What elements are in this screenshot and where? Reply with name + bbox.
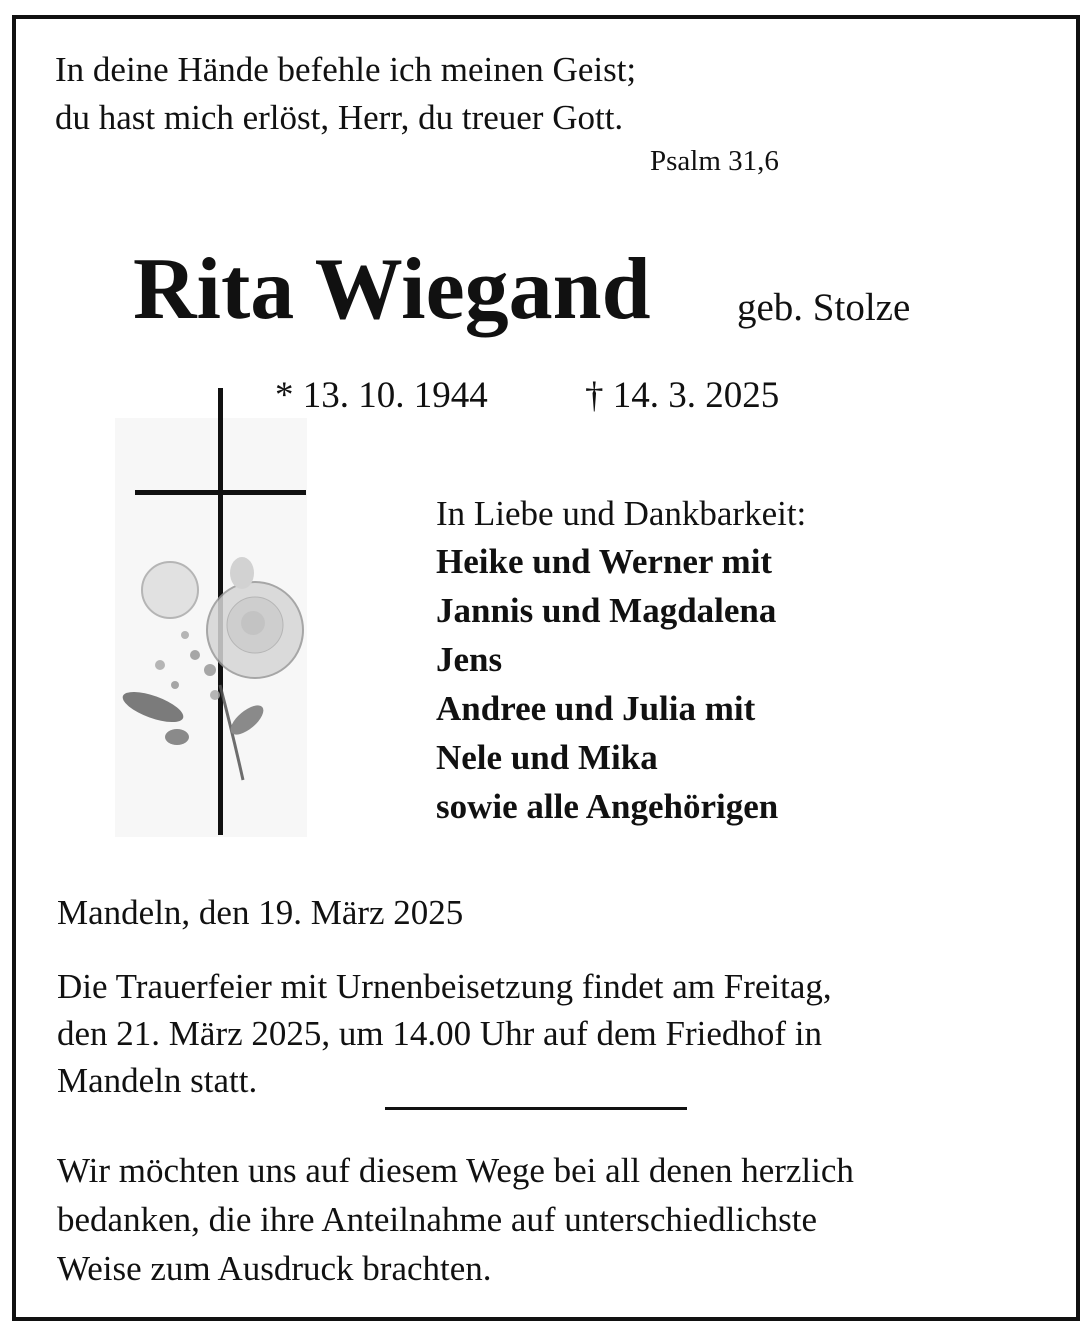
mourner-name: Nele und Mika: [436, 738, 658, 777]
funeral-notice-line: Mandeln statt.: [57, 1061, 258, 1100]
death-date: † 14. 3. 2025: [585, 375, 780, 416]
mourner-name: Jens: [436, 640, 503, 679]
cross-with-rose-image: [115, 418, 307, 837]
separator-line: [385, 1107, 687, 1110]
mourner-name: sowie alle Angehörigen: [436, 787, 779, 826]
mourners-intro: In Liebe und Dankbarkeit:: [436, 494, 807, 533]
cross-top-segment: [218, 388, 223, 419]
verse-source: Psalm 31,6: [650, 145, 779, 177]
place-date: Mandeln, den 19. März 2025: [57, 893, 464, 932]
funeral-notice-line: Die Trauerfeier mit Urnenbeisetzung findet am Freitag,: [57, 967, 832, 1006]
funeral-notice-line: den 21. März 2025, um 14.00 Uhr auf dem Friedhof in: [57, 1014, 822, 1053]
deceased-name: Rita Wiegand: [133, 241, 651, 338]
verse-line: du hast mich erlöst, Herr, du treuer Gott.: [55, 98, 624, 137]
thanks-line: bedanken, die ihre Anteilnahme auf unterschiedlichste: [57, 1200, 818, 1239]
birth-name: geb. Stolze: [737, 286, 911, 329]
verse-line: In deine Hände befehle ich meinen Geist;: [55, 50, 637, 89]
thanks-line: Weise zum Ausdruck brachten.: [57, 1249, 492, 1288]
birth-date: * 13. 10. 1944: [275, 375, 488, 416]
mourner-name: Jannis und Magdalena: [436, 591, 777, 630]
mourner-name: Heike und Werner mit: [436, 542, 773, 581]
mourner-name: Andree und Julia mit: [436, 689, 756, 728]
thanks-line: Wir möchten uns auf diesem Wege bei all denen herzlich: [57, 1151, 854, 1190]
